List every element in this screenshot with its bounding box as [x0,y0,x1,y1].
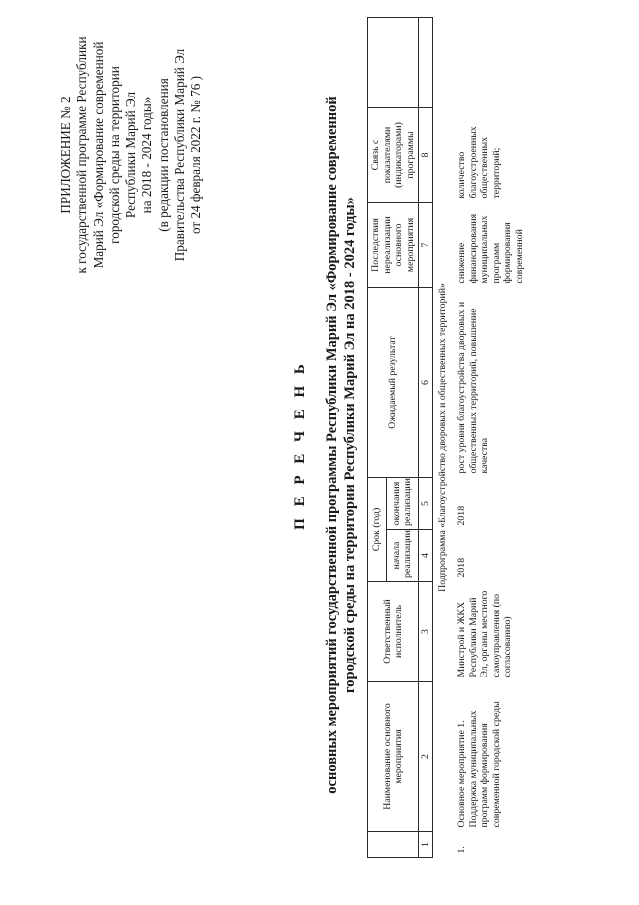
header-result: Ожидаемый результат [368,287,419,477]
document-title [291,25,359,865]
column-number-blank [419,17,433,107]
column-number: 5 [419,477,433,529]
row-number: 1. [456,846,467,854]
column-number-row [419,17,433,857]
appendix-line: Республики Марий Эл [123,91,139,219]
appendix-line: городской среды на территории [106,66,122,244]
appendix-line: на 2018 - 2024 годы» [139,96,155,214]
title-heading: П Е Р Е Ч Е Н Ь [292,360,308,530]
column-number: 3 [419,582,433,682]
row-link: количество благоустроенных общественных территорий; [456,126,502,199]
row-result: рост уровня благоустройства дворовых и общественных территорий, повышение качества [456,301,490,474]
table-row [453,17,528,857]
column-number: 4 [419,530,433,582]
row-name: Основное мероприятие 1. Поддержка муниципальных программ формирования современной городской среды [456,701,502,828]
column-number: 2 [419,682,433,832]
header-row [368,17,387,857]
appendix-block [58,15,205,295]
subprogram-row [433,17,454,857]
column-number: 1 [419,832,433,858]
header-end: окончания реализации [386,477,418,529]
row-blank [453,17,528,107]
column-number: 7 [419,202,433,287]
title-line-1: основных мероприятий государственной программы Республики Марий Эл «Формирование современной [324,96,340,794]
header-name: Наименование основного мероприятия [368,682,419,832]
header-num [368,832,419,858]
appendix-line: Марий Эл «Формирование современной [90,41,106,269]
measures-table [367,17,528,858]
title-line-2: городской среды на территории Республики Марий Эл на 2018 - 2024 годы» [342,197,358,693]
row-consequences: снижение финансирования муниципальных программ формирования современной [456,213,525,284]
appendix-line: к государственной программе Республики [74,36,90,274]
row-executor: Минстрой и ЖКХ Республики Марий Эл, органы местного самоуправления (по согласованию) [456,590,513,678]
appendix-line: от 24 февраля 2022 г. № 76 ) [188,75,204,235]
row-start: 2018 [456,557,467,578]
header-blank [368,17,419,107]
row-end: 2018 [456,505,467,526]
appendix-line: ПРИЛОЖЕНИЕ № 2 [58,96,73,214]
appendix-line: (в редакции постановления [155,78,171,232]
column-number: 6 [419,287,433,477]
appendix-line: Правительства Республики Марий Эл [172,48,188,262]
header-start: начала реализации [386,530,418,582]
column-number: 8 [419,107,433,202]
subprogram-title: Подпрограмма «Благоустройство дворовых и общественных территорий» [433,17,454,857]
header-link: Связь с показателями (индикаторами) программы [368,107,419,202]
header-executor: Ответственный исполнитель [368,582,419,682]
header-consequences: Последствия нереализации основного мероприятия [368,202,419,287]
header-term: Срок (год) [368,477,387,581]
